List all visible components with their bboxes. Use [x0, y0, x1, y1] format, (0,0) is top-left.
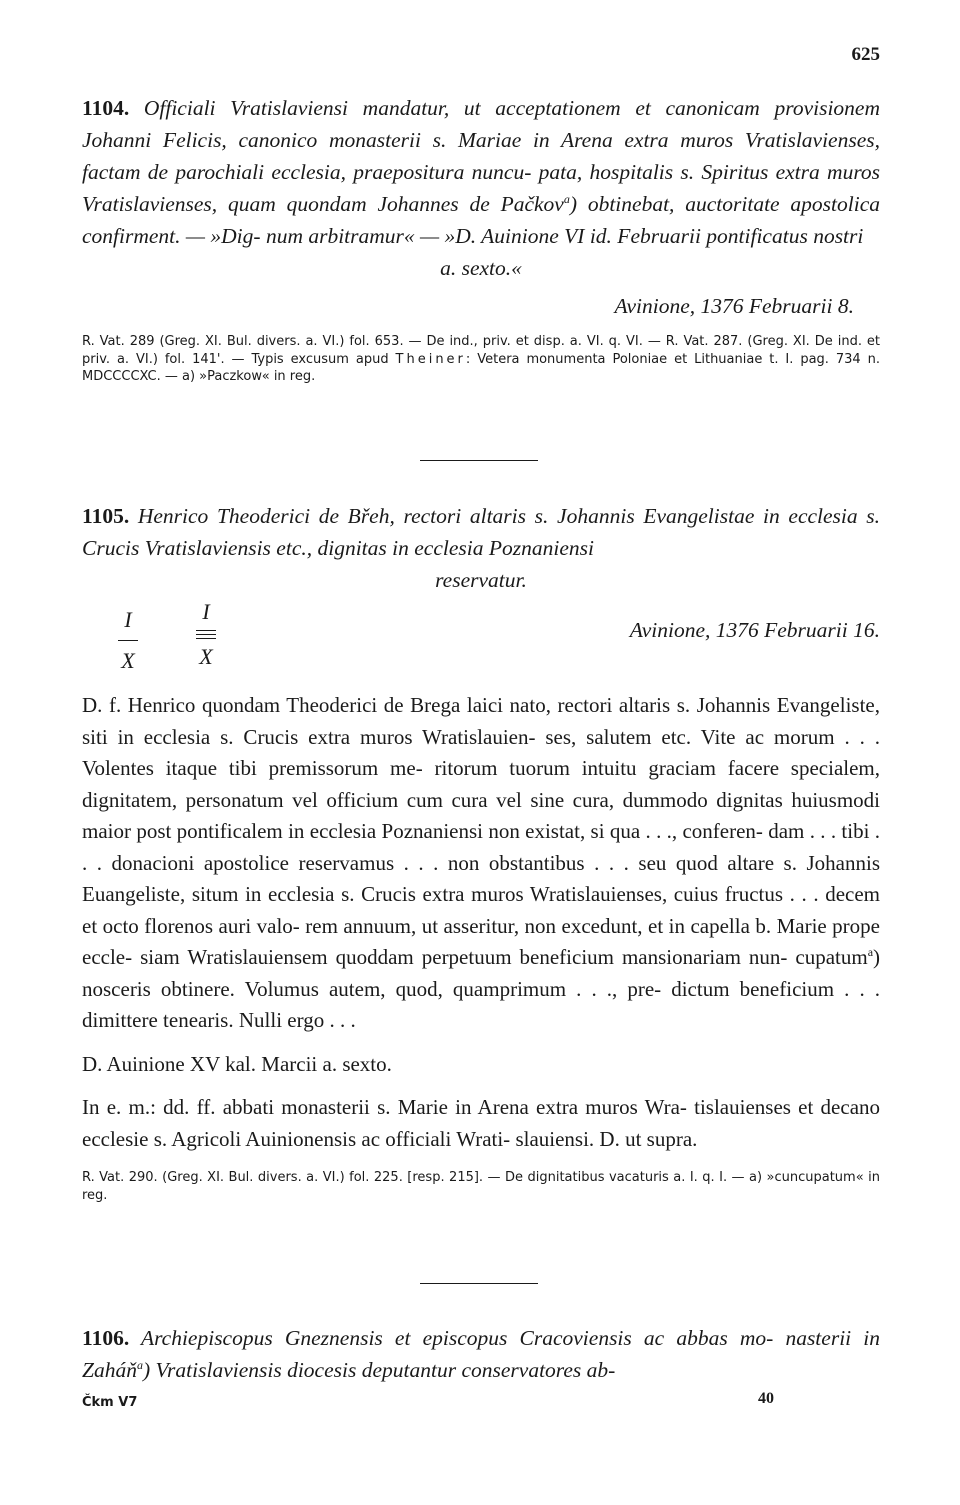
sheet-number: 40: [758, 1390, 774, 1407]
entry-heading: 1106. Archiepiscopus Gneznensis et episcopus Cracoviensis ac abbas mo- nasterii in Zaháň$^a$) Vratislaviensis diocesis deputantur conservatores ab-: [82, 1326, 880, 1382]
mark-right: I X: [193, 600, 219, 669]
entry-1105-body: [82, 690, 880, 1204]
entry-heading: 1104. Officiali Vratislaviensi mandatur, ut acceptationem et canonicam provisionem Johanni Felicis, canonico monasterii s. Mariae in Arena extra muros Vratislavienses, factam de parochiali ecclesia, praepositura nuncu- pata, hospitalis s. Spiritus extra muros Vratislavienses, quam quondam Johannes de Pačkov$^a$) obtinebat, auctoritate apostolica confirment. — »Dig- num arbitramur« — »D. Auinione VI id. Februarii pontificatus nostri a. sexto.«: [82, 96, 881, 280]
entry-number: 1105.: [82, 504, 130, 528]
entry-number: 1106.: [82, 1326, 130, 1350]
entry-number: 1104.: [82, 96, 130, 120]
entry-1104: [82, 92, 880, 386]
entry-note: R. Vat. 289 (Greg. XI. Bul. divers. a. VI.) fol. 653. — De ind., priv. et disp. a. VI. q. VI. — R. Vat. 287. (Greg. XI. De ind. et priv. a. VI.) fol. 141'. — Typis excusum apud Theiner: Vetera monumenta Poloniae et Lithuaniae t. I. pag. 734 n. MDCCCCXC. — a) »Paczkow« in reg.: [82, 334, 881, 384]
footnote-marker: a: [136, 1357, 143, 1372]
address-clause: In e. m.: dd. ff. abbati monasterii s. Marie in Arena extra muros Wra- tislauienses et decano ecclesie s. Agricoli Auinionensis ac officiali Wrati- slauiensi. D. ut supra.: [82, 1095, 881, 1151]
entry-date: Avinione, 1376 Februarii 16.: [629, 618, 880, 642]
entry-heading: 1105. Henrico Theoderici de Břeh, rectori altaris s. Johannis Evangelistae in ecclesia s. Crucis Vratislaviensis etc., dignitas in ecclesia Poznaniensi reservatur.: [82, 504, 881, 592]
section-divider: [420, 1283, 538, 1284]
section-divider: [420, 460, 538, 461]
page-number: 625: [851, 44, 880, 65]
footnote-marker: a: [867, 945, 874, 959]
footnote-marker: a: [563, 191, 570, 206]
entry-note: R. Vat. 290. (Greg. XI. Bul. divers. a. VI.) fol. 225. [resp. 215]. — De dignitatibus vacaturis a. I. q. I. — a) »cuncupatum« in reg.: [82, 1170, 880, 1203]
entry-1106: [82, 1322, 880, 1386]
document-text: D. f. Henrico quondam Theoderici de Brega laici nato, rectori altaris s. Johannis Evangeliste, siti in ecclesia s. Crucis extra muros Wratislauien- ses, salutem etc. Vite ac morum . . . Volentes itaque tibi premissorum me- ritorum tuorum intuitu graciam facere specialem, dignitatem, personatum vel officium cum cura vel sine cura, dummodo dignitas huiusmodi maior post pontificalem in ecclesia Poznaniensi non existat, si qua . . ., conferen- dam . . . tibi . . . donacioni apostolice reservamus . . . non obstantibus . . . seu quod altare s. Johannis Euangeliste, situm in ecclesia s. Crucis extra muros Wratislauienses, cuius fructus . . . decem et octo florenos auri valo- rem annuum, ut asseritur, non excedunt, et in capella b. Marie prope eccle- siam Wratislauiensem quoddam perpetuum beneficium mansionariam nun- cupatum$^a$) nosceris obtinere. Volumus autem, quod, quamprimum . . ., pre- dictum beneficium . . . dimittere tenearis. Nulli ergo . . .: [82, 693, 881, 1032]
dating-clause: D. Auinione XV kal. Marcii a. sexto.: [82, 1051, 392, 1076]
entry-date: Avinione, 1376 Februarii 8.: [614, 294, 854, 318]
signature-mark: Čkm V7: [82, 1395, 138, 1410]
entry-1105: [82, 500, 880, 596]
mark-left: I X: [115, 608, 141, 673]
